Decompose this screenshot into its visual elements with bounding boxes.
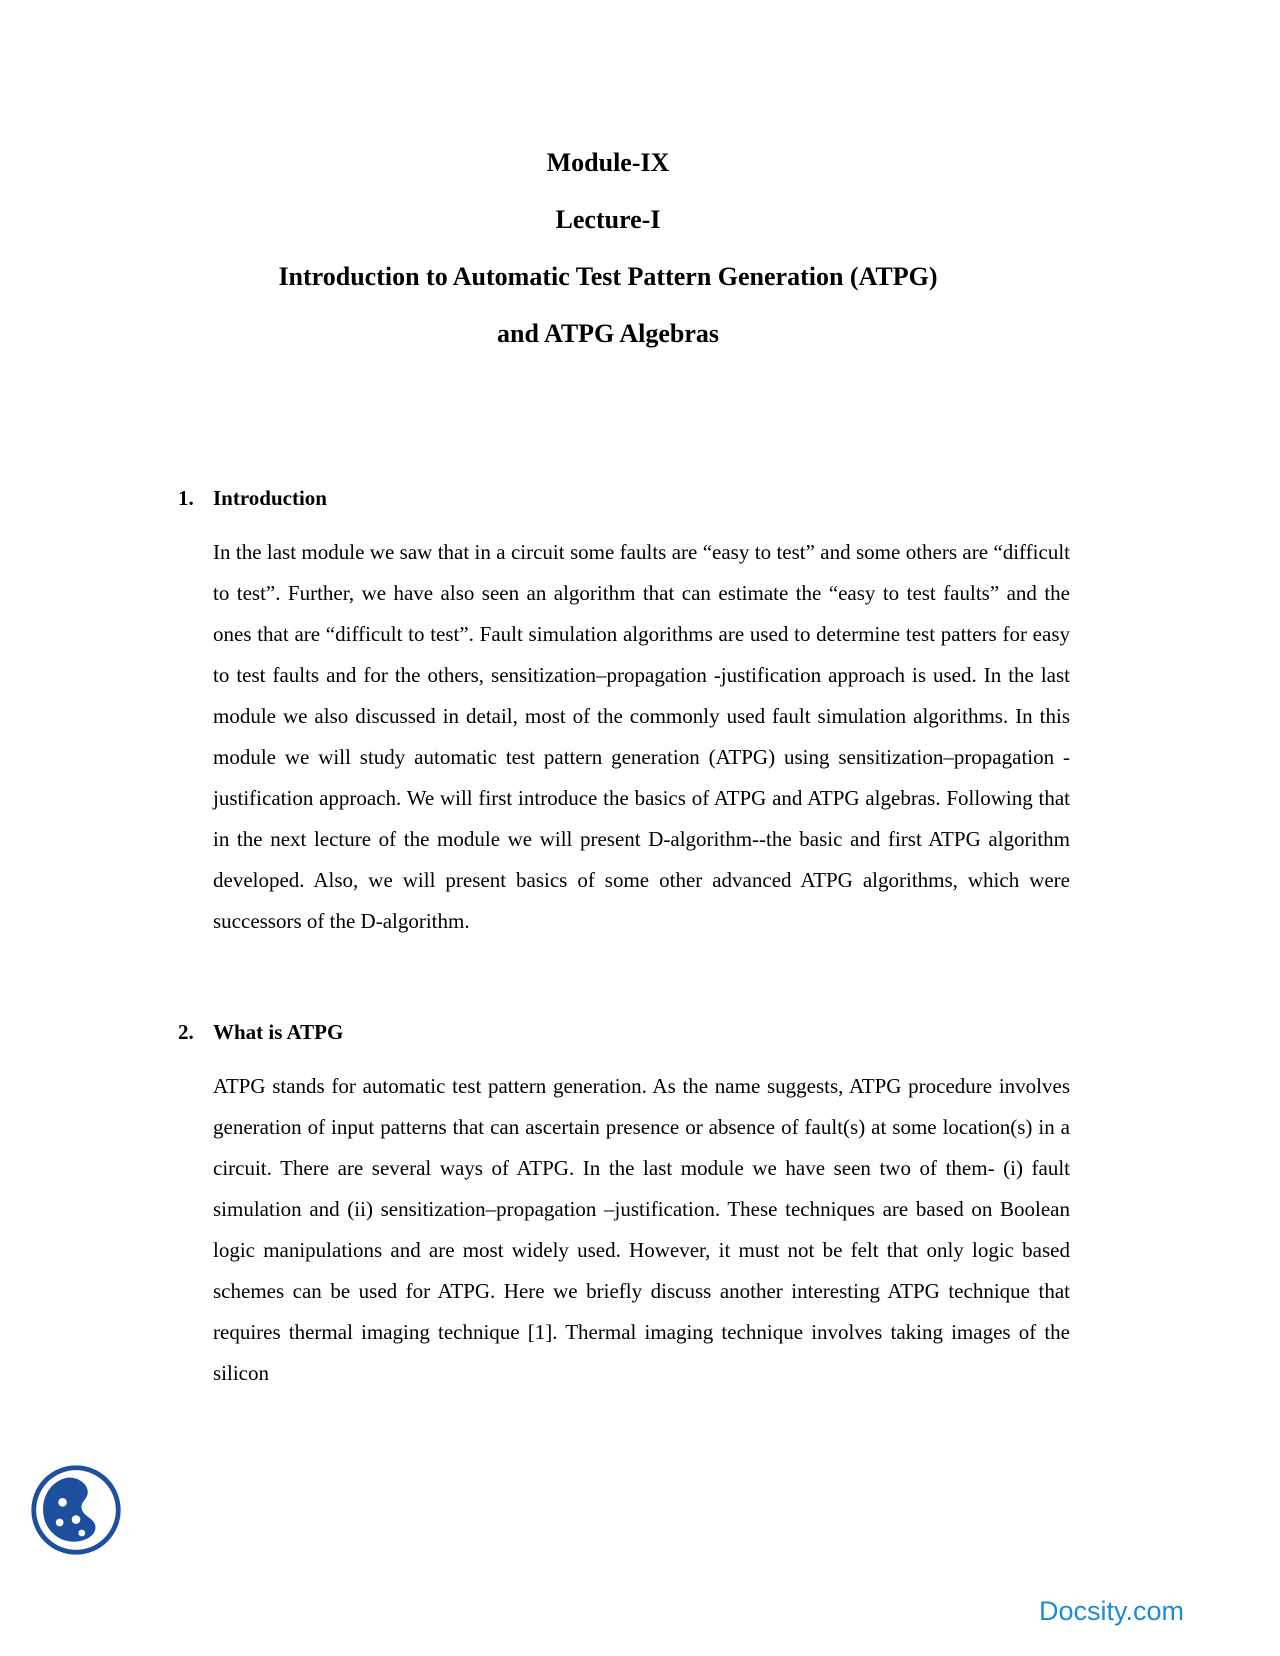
docsity-logo-icon	[28, 1545, 124, 1562]
title-line-lecture: Lecture-I	[555, 205, 661, 234]
section-title: What is ATPG	[213, 1020, 344, 1044]
section-heading	[178, 478, 1070, 519]
section-number: 2.	[178, 1020, 194, 1044]
section-title: Introduction	[213, 486, 327, 510]
title-line-module: Module-IX	[546, 148, 670, 177]
section-what-is-atpg	[178, 1012, 1070, 1394]
docsity-link[interactable]: Docsity.com	[1038, 1596, 1184, 1626]
section-number: 1.	[178, 486, 194, 510]
section-heading	[178, 1012, 1070, 1053]
title-line-topic: Introduction to Automatic Test Pattern Generation (ATPG)	[278, 262, 938, 291]
paragraph: In the last module we saw that in a circuit some faults are “easy to test” and some others are “difficult to test”. Further, we have also seen an algorithm that can estimate the “easy to test faults” and the ones that are “difficult to test”. Fault simulation algorithms are used to determine test patters for easy to test faults and for the others, sensitization–propagation -justification approach is used. In the last module we also discussed in detail, most of the commonly used fault simulation algorithms. In this module we will study automatic test pattern generation (ATPG) using sensitization–propagation -justification approach. We will first introduce the basics of ATPG and ATPG algebras. Following that in the next lecture of the module we will present D-algorithm--the basic and first ATPG algorithm developed. Also, we will present basics of some other advanced ATPG algorithms, which were successors of the D-algorithm.	[213, 540, 1070, 933]
document-body	[178, 478, 1070, 1394]
section-introduction	[178, 478, 1070, 942]
document-title	[150, 134, 1066, 362]
paragraph: ATPG stands for automatic test pattern generation. As the name suggests, ATPG procedure involves generation of input patterns that can ascertain presence or absence of fault(s) at some location(s) in a circuit. There are several ways of ATPG. In the last module we have seen two of them- (i) fault simulation and (ii) sensitization–propagation –justification. These techniques are based on Boolean logic manipulations and are most widely used. However, it must not be felt that only logic based schemes can be used for ATPG. Here we briefly discuss another interesting ATPG technique that requires thermal imaging technique [1]. Thermal imaging technique involves taking images of the silicon	[213, 1074, 1070, 1385]
docsity-logo	[28, 1462, 124, 1558]
title-line-subtopic: and ATPG Algebras	[496, 319, 719, 348]
